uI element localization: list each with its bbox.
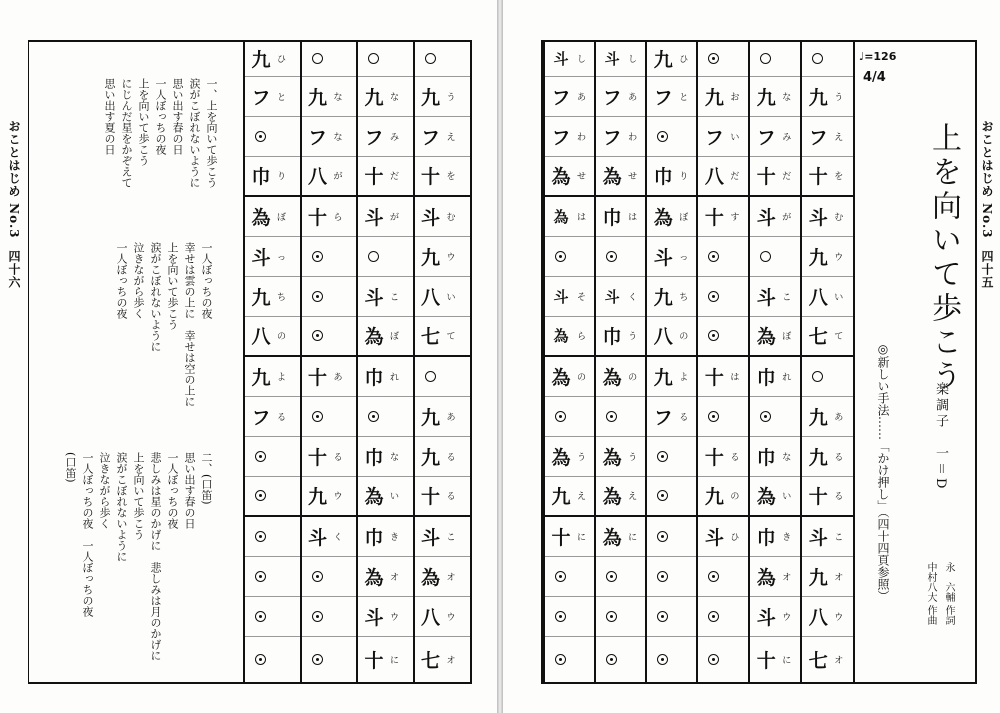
verse1-line: 思い出す春の日 bbox=[171, 78, 184, 155]
left-page-number: 四十六 bbox=[7, 250, 21, 289]
tuning: 楽調子 一＝D bbox=[933, 382, 948, 492]
lyricist-credit: 永 六輔 作詞 bbox=[943, 562, 954, 626]
left-score-frame bbox=[28, 40, 472, 684]
verse2-line: 一人ぼっちの夜 bbox=[166, 452, 179, 529]
verse1b-line: 一人ぼっちの夜 bbox=[115, 242, 128, 319]
time-signature: 4/4 bbox=[863, 70, 886, 85]
verse1b-line: 泣きながら歩く bbox=[132, 242, 145, 319]
left-score-grid: 九 ひ フ と 九 な 九 な 九 う フ な フ み フ え 巾 り 八 が 十 だ 十 を 為 ぼ 十 ら 斗 が 斗 む 斗 っ 九 ウ 九 ち 斗 こ 八 い 八 の 為 ぼ 七 て 九 よ 十 あ 巾 れ フ る 九 あ 十 る 巾 な 九 る 九 ウ 為 い 十 る 斗 く 巾 き 斗 こ 為 オ 為 オ 斗 ウ 八 ウ 十 に 七 オ bbox=[243, 42, 470, 682]
right-page-number: 四十五 bbox=[980, 250, 994, 289]
verse2-line: 二、(口笛) bbox=[200, 452, 213, 505]
verse2-block bbox=[62, 452, 215, 682]
verse1b-line: 涙がこぼれないように bbox=[149, 242, 162, 352]
left-header: おことはじめ No.3 bbox=[7, 120, 21, 239]
verse2-line: 涙がこぼれないように bbox=[115, 452, 128, 562]
verse1b-line: 上を向いて歩こう bbox=[166, 242, 179, 330]
verse1-line: 涙がこぼれないように bbox=[188, 78, 201, 188]
verse2-line: 思い出す春の日 bbox=[183, 452, 196, 529]
new-technique-note: ◎新しい手法……「かけ押し」（四十四頁参照） bbox=[876, 342, 890, 602]
verse2-line: (口笛) bbox=[64, 452, 77, 483]
verse2-line: 一人ぼっちの夜 一人ぼっちの夜 bbox=[81, 452, 94, 617]
right-score-frame bbox=[541, 40, 977, 684]
right-header: おことはじめ No.3 bbox=[980, 120, 994, 239]
right-page bbox=[503, 0, 1000, 713]
left-page bbox=[0, 0, 497, 713]
verse2-line: 悲しみは星のかげに 悲しみは月のかげに bbox=[149, 452, 162, 661]
verse1-line: 上を向いて歩こう bbox=[137, 78, 150, 166]
verse2-line: 上を向いて歩こう bbox=[132, 452, 145, 540]
composer-credit: 中村八大 作曲 bbox=[925, 562, 936, 626]
verse1b-block bbox=[113, 242, 215, 462]
song-title: 上を向いて歩こう bbox=[926, 122, 961, 394]
right-score-grid: 斗 し 斗 し 九 ひ フ あ フ あ フ と 九 お 九 な 九 う フ わ フ わ フ い フ み フ え 為 せ 為 せ 巾 り 八 だ 十 だ 十 を 為 は 巾 は 為 ぼ 十 す 斗 が 斗 む 斗 っ 九 ウ 斗 そ 斗 く 九 ち 斗 こ 八 い 為 ら 巾 う 八 の 為 ぼ 七 て 為 の 為 の 九 よ 十 は 巾 れ フ る 九 あ 為 う 為 う 十 る 巾 な 九 る 九 え 為 え 九 の 為 い 十 る 十 に 為 に 斗 ひ 巾 き 斗 こ 為 オ 九 オ 斗 ウ 八 ウ 十 に 七 オ bbox=[543, 42, 853, 682]
verse1b-line: 幸せは雲の上に 幸せは空の上に bbox=[183, 242, 196, 407]
score-right-border bbox=[853, 42, 855, 682]
verse1-line: 一、上を向いて歩こう bbox=[205, 78, 218, 188]
verse2-line: 泣きながら歩く bbox=[98, 452, 111, 529]
verse1-line: 一人ぼっちの夜 bbox=[154, 78, 167, 155]
verse1-line: 思い出す夏の日 bbox=[103, 78, 116, 155]
verse1-line: にじんだ星をかぞえて bbox=[120, 78, 133, 188]
tempo-marking: ♩=126 bbox=[859, 50, 897, 63]
verse1b-line: 一人ぼっちの夜 bbox=[200, 242, 213, 319]
